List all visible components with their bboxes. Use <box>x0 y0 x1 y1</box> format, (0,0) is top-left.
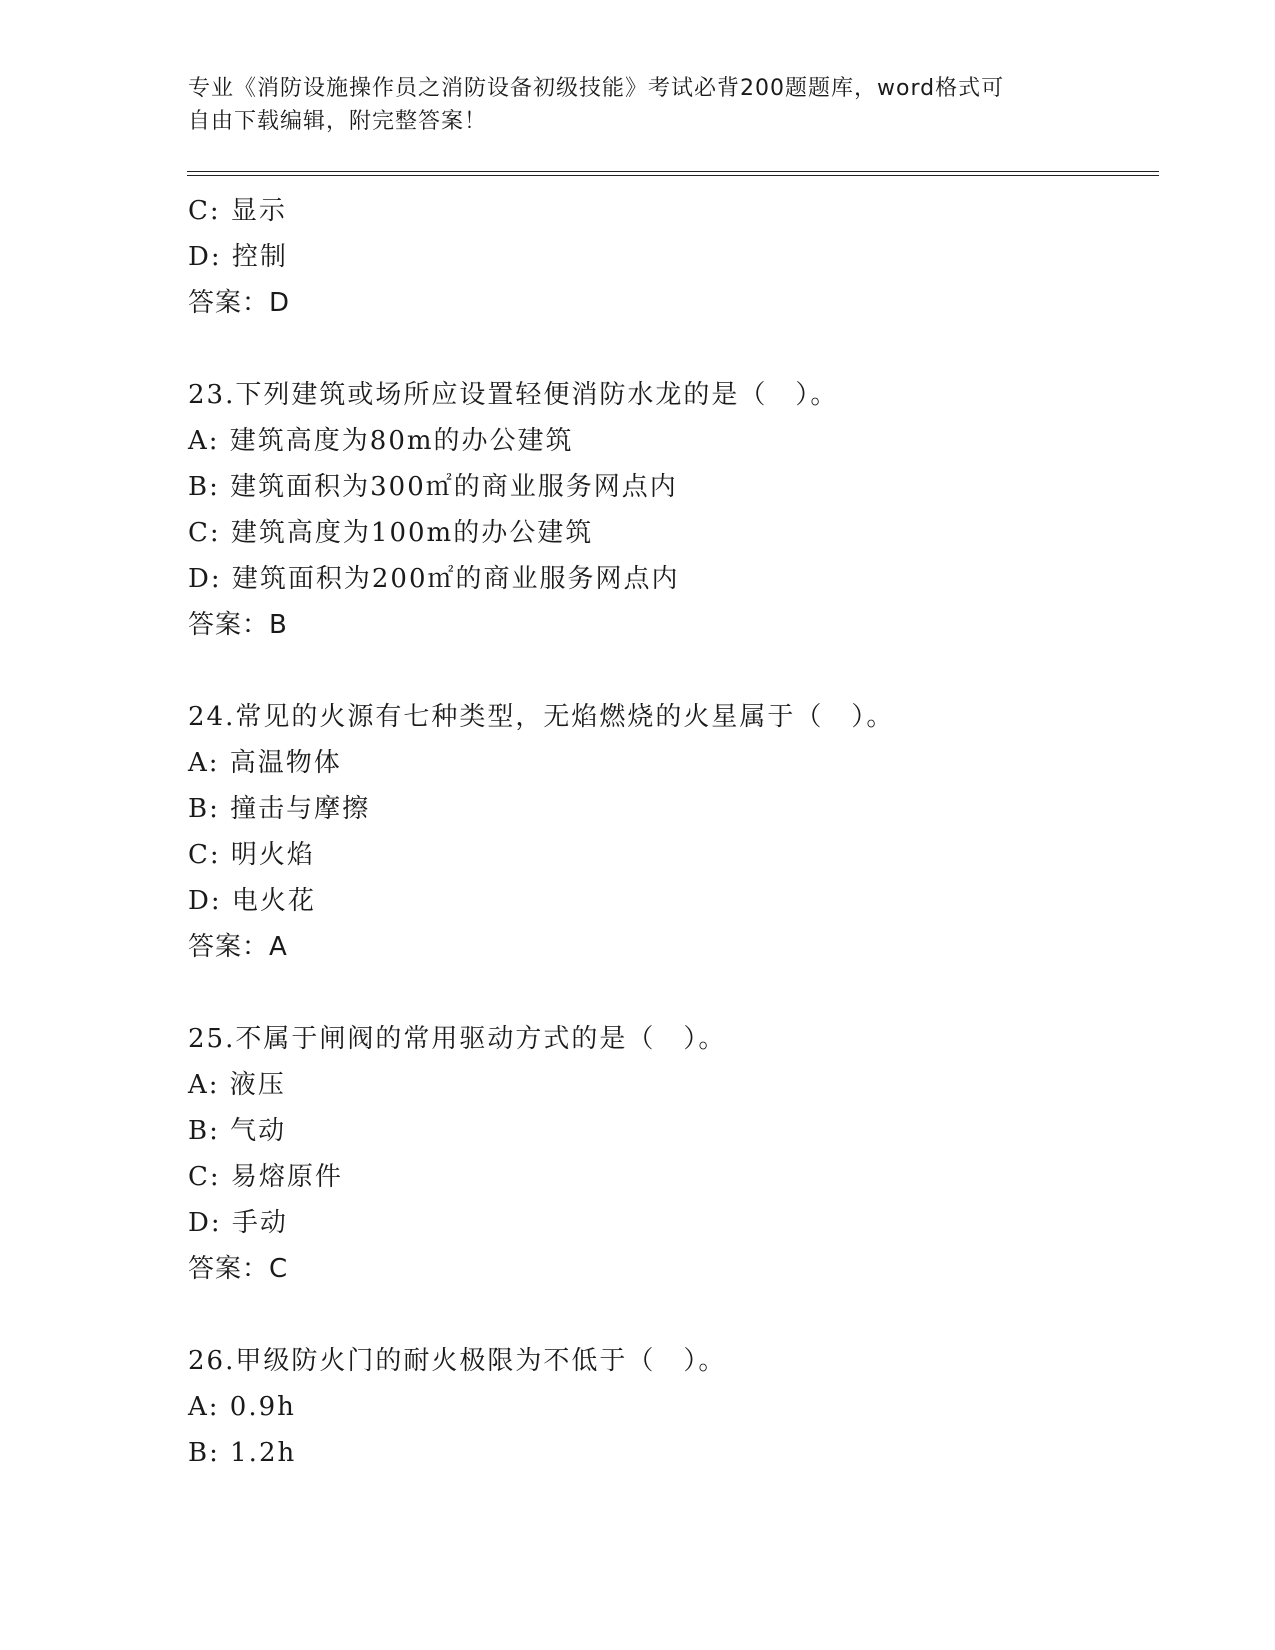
option-b: B: 建筑面积为300㎡的商业服务网点内 <box>188 472 678 502</box>
question-23 <box>188 372 1148 648</box>
option-a: A: 建筑高度为80m的办公建筑 <box>188 426 574 456</box>
option-a: A: 液压 <box>188 1070 286 1100</box>
document-header <box>188 72 1088 138</box>
option-d: D: 电火花 <box>188 886 316 916</box>
option-c: C: 建筑高度为100m的办公建筑 <box>188 518 594 548</box>
header-line-1: 专业《消防设施操作员之消防设备初级技能》考试必背200题题库，word格式可 <box>188 76 1005 101</box>
option-c: C: 明火焰 <box>188 840 315 870</box>
question-continuation <box>188 188 1148 326</box>
question-stem: 23.下列建筑或场所应设置轻便消防水龙的是（ ）。 <box>188 380 839 410</box>
option-b: B: 气动 <box>188 1116 287 1146</box>
question-stem: 25.不属于闸阀的常用驱动方式的是（ ）。 <box>188 1024 727 1054</box>
answer: 答案：C <box>188 1254 289 1284</box>
option-b: B: 撞击与摩擦 <box>188 794 371 824</box>
question-stem: 24.常见的火源有七种类型，无焰燃烧的火星属于（ ）。 <box>188 702 895 732</box>
option-c: C: 易熔原件 <box>188 1162 343 1192</box>
option-d: D: 建筑面积为200㎡的商业服务网点内 <box>188 564 680 594</box>
answer: 答案：B <box>188 610 288 640</box>
header-rule-bottom <box>187 175 1159 176</box>
answer: 答案：D <box>188 288 291 318</box>
header-rule-top <box>187 171 1159 172</box>
option-a: A: 高温物体 <box>188 748 342 778</box>
option-d: D: 控制 <box>188 242 288 272</box>
question-list <box>188 188 1148 1476</box>
option-b: B: 1.2h <box>188 1438 297 1468</box>
option-d: D: 手动 <box>188 1208 288 1238</box>
question-26 <box>188 1338 1148 1476</box>
answer: 答案：A <box>188 932 288 962</box>
option-c: C: 显示 <box>188 196 287 226</box>
question-24 <box>188 694 1148 970</box>
question-stem: 26.甲级防火门的耐火极限为不低于（ ）。 <box>188 1346 727 1376</box>
header-line-2: 自由下载编辑，附完整答案！ <box>188 109 488 134</box>
option-a: A: 0.9h <box>188 1392 296 1422</box>
question-25 <box>188 1016 1148 1292</box>
